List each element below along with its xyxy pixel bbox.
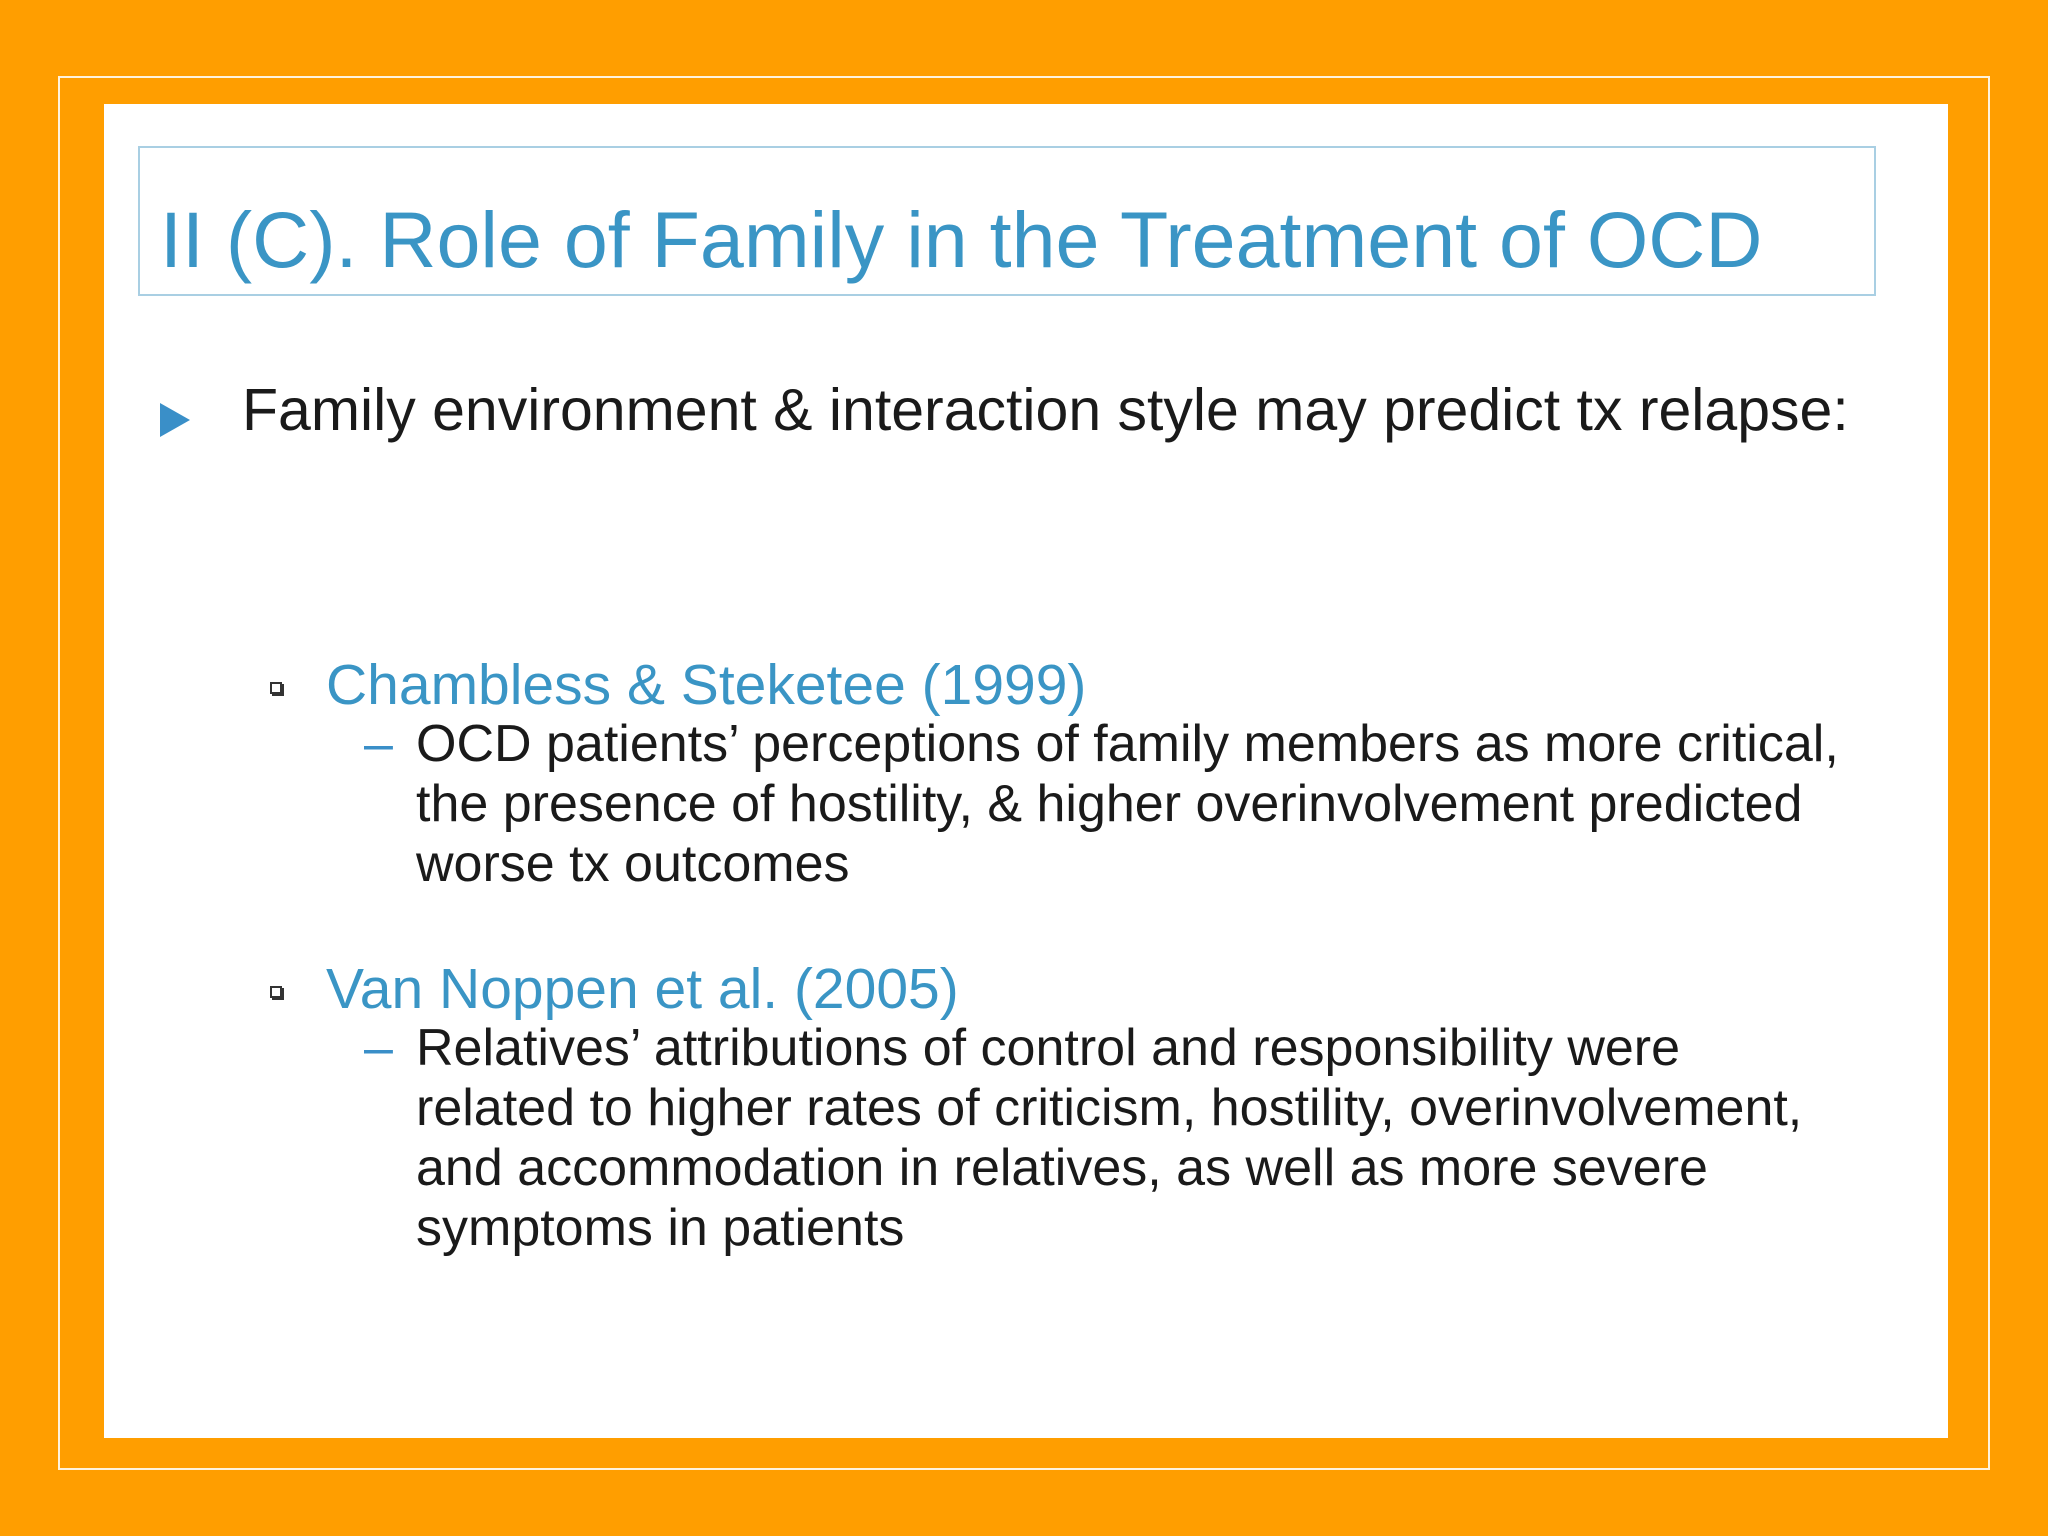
slide-content (104, 104, 1948, 1438)
square-bullet-icon (270, 986, 282, 998)
study-detail (264, 714, 1864, 894)
study-heading: Chambless & Steketee (1999) (326, 653, 1087, 717)
study-item-chambless (264, 652, 1864, 894)
study-item-van-noppen (264, 956, 1864, 1258)
slide-title: II (C). Role of Family in the Treatment of OCD (160, 195, 1763, 284)
main-bullet-text: Family environment & interaction style may predict tx relapse: (242, 377, 1849, 443)
study-detail (264, 1018, 1864, 1258)
study-detail-text: Relatives’ attributions of control and responsibility were related to higher rates of criticism, hostility, overinvolvement, and accommodation in relatives, as well as more severe symptoms in patients (416, 1019, 1803, 1257)
dash-bullet-icon: – (364, 1019, 393, 1077)
main-bullet (160, 376, 1890, 444)
study-heading: Van Noppen et al. (2005) (326, 957, 959, 1021)
square-bullet-icon (270, 682, 282, 694)
triangle-bullet-icon (160, 403, 190, 437)
dash-bullet-icon: – (364, 715, 393, 773)
study-detail-text: OCD patients’ perceptions of family members as more critical, the presence of hostility, & higher overinvolvement predicted worse tx outcomes (416, 715, 1839, 893)
